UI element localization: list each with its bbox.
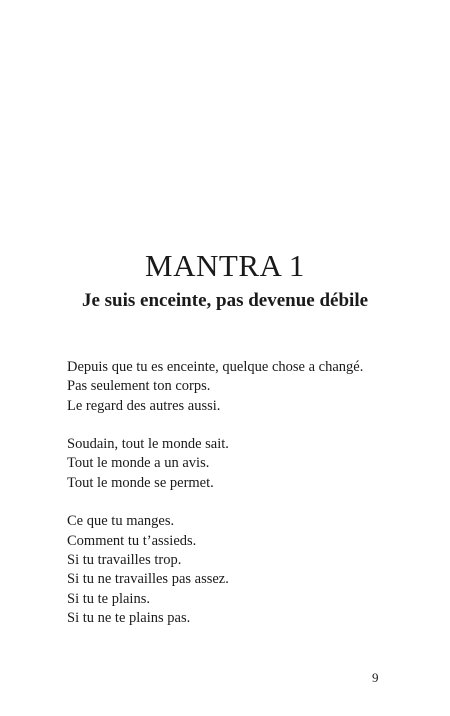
chapter-subtitle: Je suis enceinte, pas devenue débile: [81, 290, 369, 311]
text-line: Le regard des autres aussi.: [67, 397, 221, 414]
text-line: Soudain, tout le monde sait.: [67, 436, 229, 453]
stanza-2: [67, 435, 397, 493]
text-line: Pas seulement ton corps.: [67, 378, 211, 395]
chapter-title: MANTRA 1: [145, 248, 305, 283]
text-line: Tout le monde se permet.: [67, 474, 214, 491]
text-line: Tout le monde a un avis.: [67, 455, 210, 472]
text-line: Comment tu t’assieds.: [67, 532, 197, 549]
text-line: Si tu te plains.: [67, 590, 150, 607]
page-number: 9: [372, 670, 379, 685]
text-line: Si tu ne te plains pas.: [67, 609, 191, 626]
text-line: Si tu ne travailles pas assez.: [67, 571, 229, 588]
text-line: Depuis que tu es enceinte, quelque chose a changé.: [67, 359, 364, 375]
body-text: [67, 358, 397, 647]
stanza-3: [67, 512, 397, 628]
text-line: Ce que tu manges.: [67, 513, 175, 530]
text-line: Si tu travailles trop.: [67, 551, 182, 568]
stanza-1: [67, 358, 397, 416]
